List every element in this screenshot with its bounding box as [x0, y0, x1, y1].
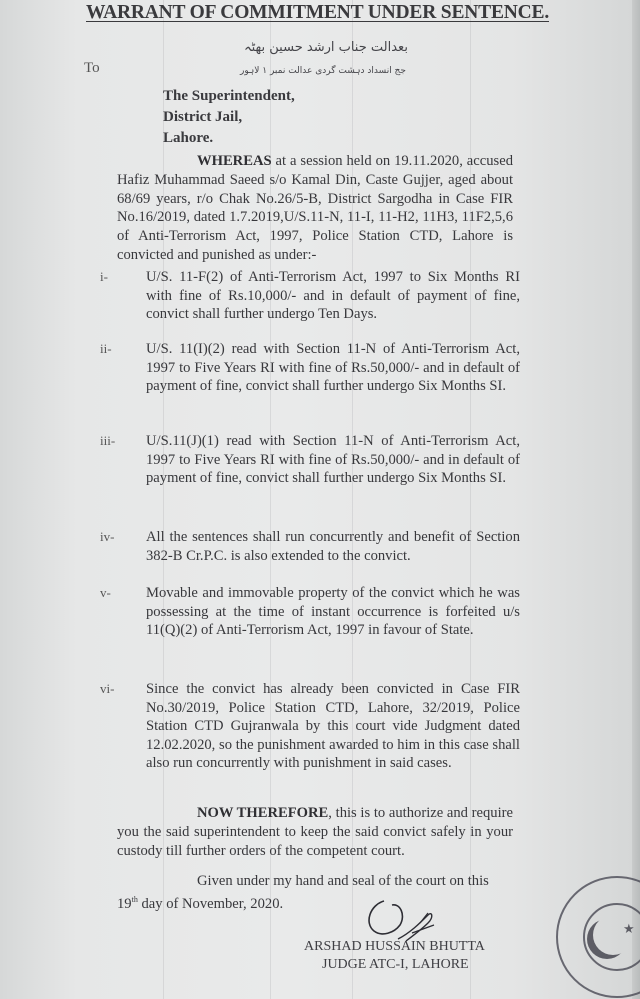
item-number: ii-: [100, 341, 112, 356]
item-text: U/S.11(J)(1) read with Section 11-N of Anti-Terrorism Act, 1997 to Five Years RI with fine of Rs.50,000/- and in default of payment of fine, convict shall further undergo Six Months SI.: [146, 433, 520, 487]
item-text: Movable and immovable property of the convict which he was possessing at the time of instant occurrence is forfeited u/s 11(Q)(2) of Anti-Terrorism Act, 1997 in favour of State.: [146, 585, 520, 639]
item-number: i-: [100, 269, 108, 284]
urdu-court-subheader: جج انسداد دہشت گردی عدالت نمبر ۱ لاہور: [240, 66, 406, 76]
date-rest: day of November, 2020.: [137, 895, 284, 912]
now-therefore-lead: NOW THEREFORE: [197, 805, 329, 821]
whereas-lead: WHEREAS: [197, 153, 272, 169]
item-text: All the sentences shall run concurrently and benefit of Section 382-B Cr.P.C. is also extended to the convict.: [146, 529, 520, 564]
item-text: U/S. 11-F(2) of Anti-Terrorism Act, 1997 to Six Months RI with fine of Rs.10,000/- and in default of payment of fine, convict shall further undergo Ten Days.: [146, 269, 520, 323]
day-suffix: th: [131, 895, 138, 904]
item-number: vi-: [100, 681, 115, 696]
to-label: To: [84, 60, 100, 76]
item-text: Since the convict has already been convicted in Case FIR No.30/2019, Police Station CTD, Lahore, 32/2019, Police Station CTD Gujranwala by this court vide Judgment dated 12.02.2020, so the punishment awarded to him in this case shall also run concurrently with punishment in said cases.: [146, 681, 520, 772]
addressee-line: District Jail,: [163, 109, 243, 125]
document-title: WARRANT OF COMMITMENT UNDER SENTENCE.: [86, 2, 549, 23]
addressee-line: The Superintendent,: [163, 88, 295, 104]
item-number: iii-: [100, 433, 116, 448]
star-icon: ★: [623, 921, 635, 936]
now-therefore-text: , this is to authorize and require you the said superintendent to keep the said convict safely in your custody till further orders of the competent court.: [117, 805, 513, 859]
whereas-paragraph: [117, 152, 513, 265]
signatory-name: ARSHAD HUSSAIN BHUTTA: [304, 939, 485, 954]
now-therefore-paragraph: [117, 804, 513, 860]
urdu-court-header: بعدالت جناب ارشد حسین بھٹہ: [244, 40, 408, 55]
signatory-designation: JUDGE ATC-I, LAHORE: [322, 957, 469, 972]
seal-inner-ring: [583, 903, 640, 971]
item-number: iv-: [100, 529, 115, 544]
addressee-line: Lahore.: [163, 130, 214, 146]
paper-edge: [632, 0, 640, 999]
addressee-block: [163, 86, 295, 149]
item-number: v-: [100, 585, 111, 600]
court-seal: [556, 876, 640, 998]
whereas-text: at a session held on 19.11.2020, accused Hafiz Muhammad Saeed s/o Kamal Din, Caste Gujjer, aged about 68/69 years, r/o Chak No.26/5-B, District Sargodha in Case FIR No.16/2019, dated 1.7.2019,U/S.11-N, 11-I, 11-H2, 11H3, 11F2,5,6 of Anti-Terrorism Act, 1997, Police Station CTD, Lahore is convicted and punished as under:-: [117, 153, 513, 263]
day-number: 19: [117, 895, 132, 912]
item-text: U/S. 11(I)(2) read with Section 11-N of Anti-Terrorism Act, 1997 to Five Years RI with fine of Rs.50,000/- and in default of payment of fine, convict shall further undergo Six Months SI.: [146, 341, 520, 395]
given-under-hand-line: Given under my hand and seal of the court on this: [197, 873, 489, 889]
